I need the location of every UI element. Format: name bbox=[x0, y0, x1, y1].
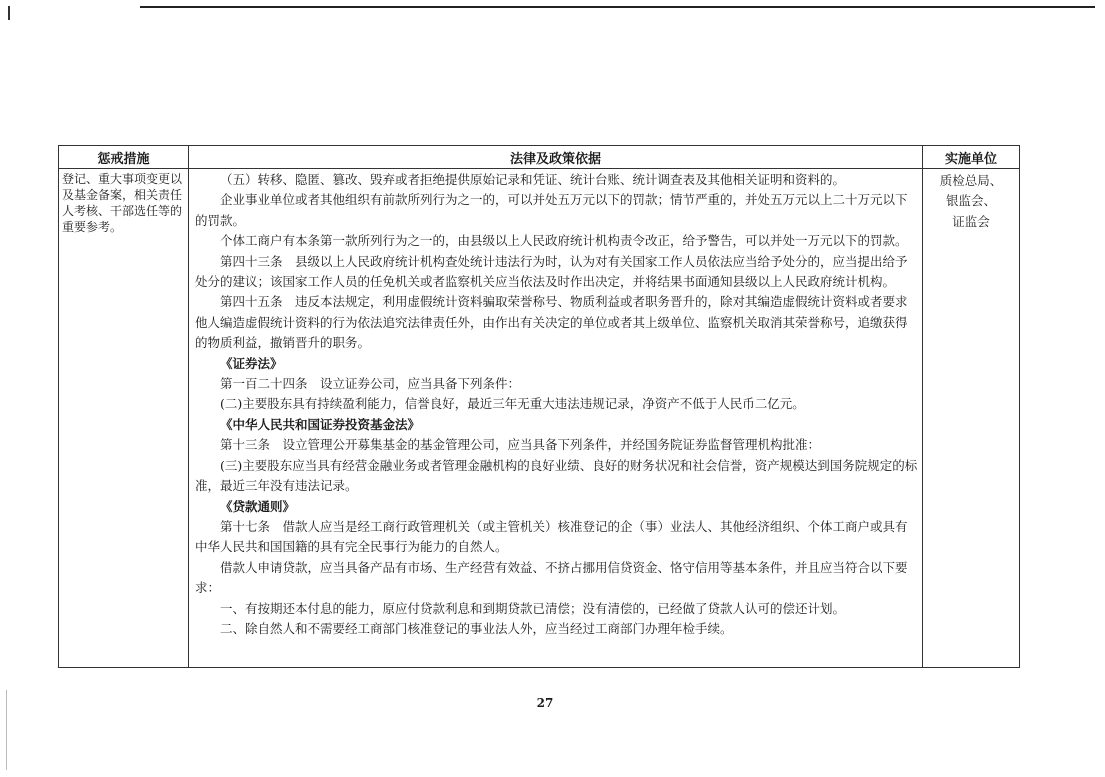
basis-cell bbox=[189, 169, 923, 668]
page-number: 27 bbox=[536, 696, 554, 710]
law-title-loan-rules: 《贷款通则》 bbox=[220, 498, 296, 514]
unit-aqsiq: 质检总局、 bbox=[939, 173, 1003, 188]
top-border-rule bbox=[140, 6, 1095, 8]
basis-paragraph: 第十三条 设立管理公开募集基金的基金管理公司，应当具备下列条件，并经国务院证券监督管理机构批准： bbox=[220, 437, 821, 453]
basis-paragraph: 第一百二十四条 设立证券公司，应当具备下列条件： bbox=[220, 376, 521, 392]
basis-paragraph: 第四十三条 县级以上人民政府统计机构查处统计违法行为时，认为对有关国家工作人员依法应当给予处分的，应当提出给予处分的建议；该国家工作人员的任免机关或者监察机关应当依法及时作出决定，并将结果书面通知县级以上人民政府统计机构。 bbox=[195, 253, 908, 290]
policy-table bbox=[58, 145, 1020, 668]
measures-cell: 登记、重大事项变更以及基金备案，相关责任人考核、干部选任等的重要参考。 bbox=[59, 169, 189, 668]
law-title-securities: 《证券法》 bbox=[220, 355, 283, 371]
basis-paragraph: 个体工商户有本条第一款所列行为之一的，由县级以上人民政府统计机构责令改正，给予警告，可以并处一万元以下的罚款。 bbox=[220, 233, 908, 249]
unit-cbrc: 银监会、 bbox=[945, 193, 996, 209]
basis-paragraph: (三)主要股东应当具有经营金融业务或者管理金融机构的良好业绩、良好的财务状况和社会信誉，资产规模达到国务院规定的标准，最近三年没有违法记录。 bbox=[195, 457, 918, 494]
units-cell bbox=[923, 169, 1020, 668]
unit-csrc: 证监会 bbox=[952, 213, 990, 229]
basis-paragraph: 一、有按期还本付息的能力，原应付贷款利息和到期贷款已清偿；没有清偿的，已经做了贷款人认可的偿还计划。 bbox=[220, 600, 846, 616]
scan-edge-mark bbox=[8, 6, 10, 20]
table-row bbox=[59, 169, 1020, 668]
basis-paragraph: 二、除自然人和不需要经工商部门核准登记的事业法人外，应当经过工商部门办理年检手续。 bbox=[220, 620, 733, 636]
basis-paragraph: 企业事业单位或者其他组织有前款所列行为之一的，可以并处五万元以下的罚款；情节严重的，并处五万元以上二十万元以下的罚款。 bbox=[195, 192, 908, 228]
basis-paragraph: （五）转移、隐匿、篡改、毁弃或者拒绝提供原始记录和凭证、统计台账、统计调查表及其他相关证明和资料的。 bbox=[220, 172, 846, 187]
header-basis: 法律及政策依据 bbox=[189, 146, 923, 169]
basis-paragraph: 第十七条 借款人应当是经工商行政管理机关（或主管机关）核准登记的企（事）业法人、其他经济组织、个体工商户或具有中华人民共和国国籍的具有完全民事行为能力的自然人。 bbox=[195, 518, 908, 555]
basis-paragraph: 第四十五条 违反本法规定，利用虚假统计资料骗取荣誉称号、物质利益或者职务晋升的，除对其编造虚假统计资料或者要求他人编造虚假统计资料的行为依法追究法律责任外，由作出有关决定的单位或者其上级单位、监察机关取消其荣誉称号，追缴获得的物质利益，撤销晋升的职务。 bbox=[195, 294, 908, 351]
law-title-investment-fund: 《中华人民共和国证券投资基金法》 bbox=[220, 416, 421, 432]
basis-paragraph: (二)主要股东具有持续盈利能力，信誉良好，最近三年无重大违法违规记录，净资产不低于人民币二亿元。 bbox=[220, 396, 805, 412]
table-header-row bbox=[59, 146, 1020, 169]
basis-paragraph: 借款人申请贷款，应当具备产品有市场、生产经营有效益、不挤占挪用信贷资金、恪守信用等基本条件，并且应当符合以下要求： bbox=[195, 559, 908, 596]
header-measures: 惩戒措施 bbox=[59, 146, 189, 169]
header-units: 实施单位 bbox=[923, 146, 1020, 169]
